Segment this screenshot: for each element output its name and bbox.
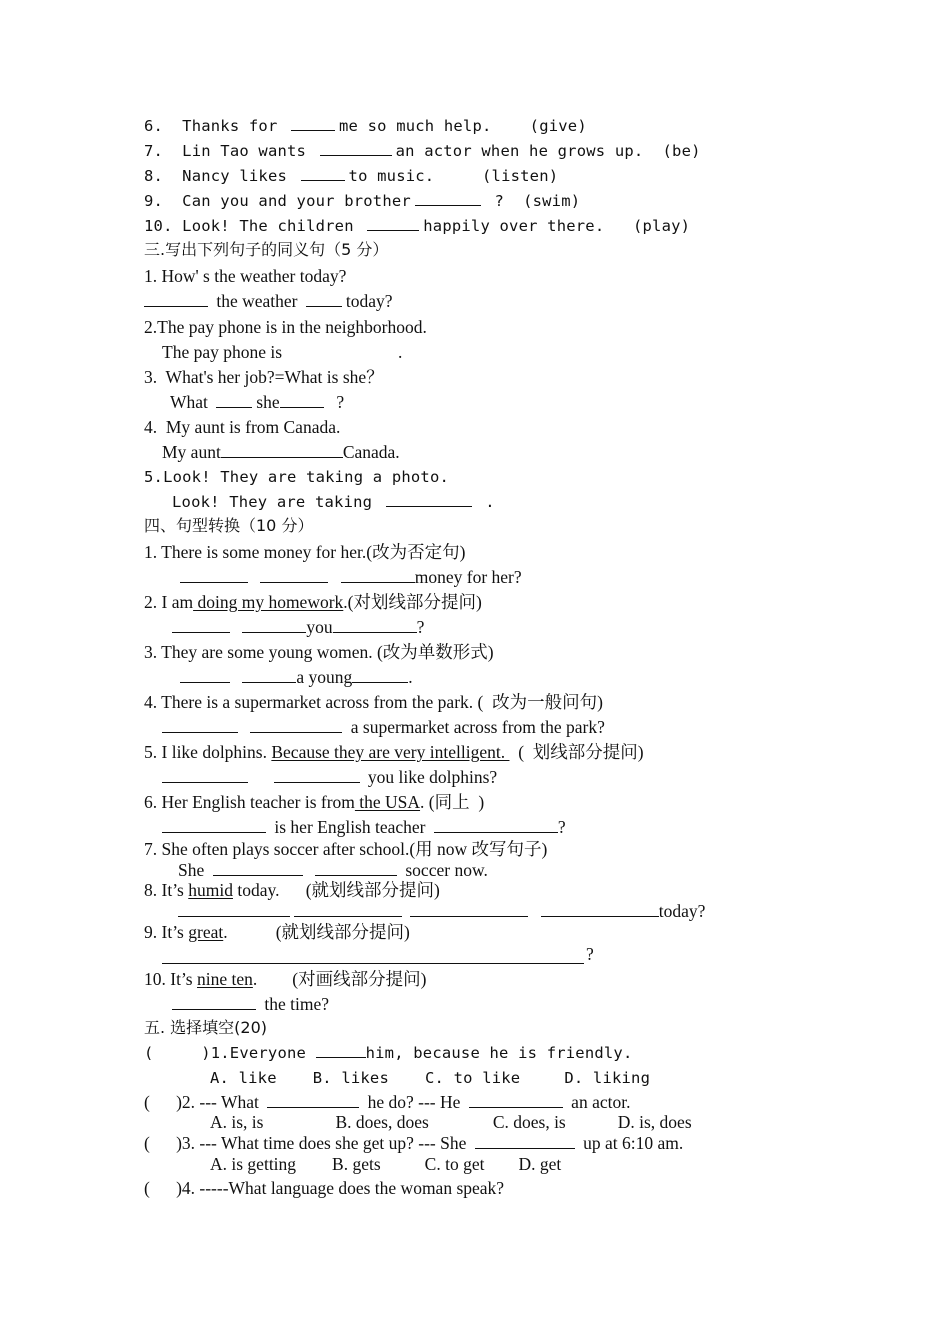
s4-q2: 2. I am doing my homework.(对划线部分提问)	[144, 592, 482, 612]
q2-8: 8. Nancy likes to music. (listen)	[144, 167, 559, 185]
answer-line[interactable]	[162, 963, 584, 964]
answer-blank[interactable]	[242, 631, 306, 633]
verb-hint: (listen)	[482, 167, 559, 185]
answer-blank[interactable]	[144, 305, 208, 307]
question-number: 6.	[144, 117, 164, 135]
s4-a5: you like dolphins?	[162, 769, 497, 787]
answer-blank[interactable]	[162, 781, 248, 783]
s4-a4: a supermarket across from the park?	[162, 719, 605, 737]
s3-a4: My aunt Canada.	[162, 442, 400, 462]
s4-q1: 1. There is some money for her.(改为否定句)	[144, 542, 466, 562]
answer-bracket[interactable]: ( )	[144, 1133, 182, 1153]
s4-q4: 4. There is a supermarket across from the park. ( 改为一般问句)	[144, 692, 603, 712]
answer-blank	[316, 1056, 366, 1058]
answer-blank[interactable]	[260, 581, 328, 583]
s4-a1: money for her?	[180, 569, 522, 587]
answer-bracket[interactable]: ( )	[144, 1178, 182, 1198]
s3-q5: 5.Look! They are taking a photo.	[144, 468, 450, 486]
answer-blank[interactable]	[291, 129, 335, 131]
answer-blank[interactable]	[320, 154, 392, 156]
underlined-part: the USA	[354, 792, 421, 812]
answer-blank[interactable]	[280, 406, 324, 408]
answer-blank[interactable]	[213, 874, 303, 876]
underlined-part: nine ten	[197, 969, 253, 989]
s4-a2: you ?	[172, 619, 424, 637]
section4-heading: 四、句型转换（10 分）	[144, 516, 314, 535]
s4-a7: She soccer now.	[178, 860, 488, 880]
answer-blank[interactable]	[541, 915, 659, 917]
underlined-part: great	[188, 922, 224, 942]
answer-blank[interactable]	[333, 631, 417, 633]
verb-hint: (swim)	[523, 192, 581, 210]
answer-blank[interactable]	[162, 831, 266, 833]
s5-q3-options: A. is getting B. gets C. to get D. get	[210, 1154, 562, 1174]
verb-hint: (give)	[529, 117, 587, 135]
answer-blank[interactable]	[410, 915, 528, 917]
s4-q7: 7. She often plays soccer after school.(用 now 改写句子)	[144, 839, 548, 859]
underlined-part: Because they are very intelligent.	[271, 742, 510, 762]
s4-a3: a young .	[180, 669, 413, 687]
s4-q10: 10. It’s nine ten. (对画线部分提问)	[144, 969, 427, 989]
s5-q4: ( )4. -----What language does the woman speak?	[144, 1178, 505, 1198]
q2-10: 10. Look! The children happily over there. (play)	[144, 217, 691, 235]
answer-blank[interactable]	[221, 456, 343, 458]
s4-q6: 6. Her English teacher is from the USA. (同上 )	[144, 792, 485, 812]
s4-q9: 9. It’s great. (就划线部分提问)	[144, 922, 410, 942]
answer-bracket[interactable]: ( )	[144, 1044, 211, 1062]
answer-blank[interactable]	[180, 681, 230, 683]
answer-blank[interactable]	[180, 581, 248, 583]
s4-q8: 8. It’s humid today. (就划线部分提问)	[144, 880, 440, 900]
verb-hint: (be)	[662, 142, 701, 160]
s3-a3: What she ?	[170, 392, 345, 412]
answer-blank	[469, 1106, 563, 1108]
s4-a6: is her English teacher ?	[162, 819, 566, 837]
underlined-part: humid	[188, 880, 233, 900]
answer-blank[interactable]	[434, 831, 558, 833]
s5-q1: ( )1.Everyone him, because he is friendly.	[144, 1044, 633, 1062]
s5-q2-options: A. is, is B. does, does C. does, is D. is, does	[210, 1112, 692, 1132]
answer-blank[interactable]	[274, 781, 360, 783]
q2-6: 6. Thanks for me so much help. (give)	[144, 117, 587, 135]
answer-blank[interactable]	[294, 915, 402, 917]
answer-blank	[267, 1106, 359, 1108]
answer-blank[interactable]	[162, 731, 238, 733]
answer-blank[interactable]	[250, 731, 342, 733]
q2-9: 9. Can you and your brother ? (swim)	[144, 192, 581, 210]
section5-heading: 五. 选择填空(20)	[144, 1018, 268, 1037]
s3-q3: 3. What's her job?=What is she？	[144, 367, 384, 387]
s3-q2: 2.The pay phone is in the neighborhood.	[144, 317, 427, 337]
answer-blank[interactable]	[315, 874, 397, 876]
answer-blank[interactable]	[178, 915, 290, 917]
s4-a9-mark: ?	[586, 944, 594, 964]
s5-q1-options: A. like B. likes C. to like D. liking	[210, 1069, 651, 1087]
s4-a8: today?	[178, 903, 705, 921]
answer-blank[interactable]	[352, 681, 408, 683]
s3-q4: 4. My aunt is from Canada.	[144, 417, 341, 437]
answer-blank[interactable]	[216, 406, 252, 408]
answer-blank[interactable]	[367, 229, 419, 231]
answer-blank[interactable]	[242, 681, 296, 683]
s4-q5: 5. I like dolphins. Because they are very intelligent. ( 划线部分提问)	[144, 742, 644, 762]
q2-7: 7. Lin Tao wants an actor when he grows up. (be)	[144, 142, 701, 160]
underlined-part: doing my homework	[193, 592, 344, 612]
s3-q1: 1. How' s the weather today?	[144, 266, 347, 286]
answer-bracket[interactable]: ( )	[144, 1092, 182, 1112]
answer-blank	[475, 1147, 575, 1149]
s5-q3: ( )3. --- What time does she get up? --- She up at 6:10 am.	[144, 1133, 684, 1153]
s3-a5: Look! They are taking .	[172, 493, 495, 511]
s3-a2: The pay phone is .	[162, 342, 403, 362]
answer-blank[interactable]	[306, 305, 342, 307]
answer-blank[interactable]	[172, 631, 230, 633]
s4-a10: the time?	[172, 996, 329, 1014]
answer-blank[interactable]	[301, 179, 345, 181]
answer-blank[interactable]	[386, 505, 472, 507]
section3-heading: 三.写出下列句子的同义句（5 分）	[144, 240, 389, 259]
answer-blank[interactable]	[341, 581, 415, 583]
s4-q3: 3. They are some young women. (改为单数形式)	[144, 642, 494, 662]
s5-q2: ( )2. --- What he do? --- He an actor.	[144, 1092, 631, 1112]
answer-blank[interactable]	[172, 1008, 256, 1010]
s3-a1: the weather today?	[144, 293, 393, 311]
verb-hint: (play)	[632, 217, 691, 235]
answer-blank[interactable]	[415, 204, 481, 206]
